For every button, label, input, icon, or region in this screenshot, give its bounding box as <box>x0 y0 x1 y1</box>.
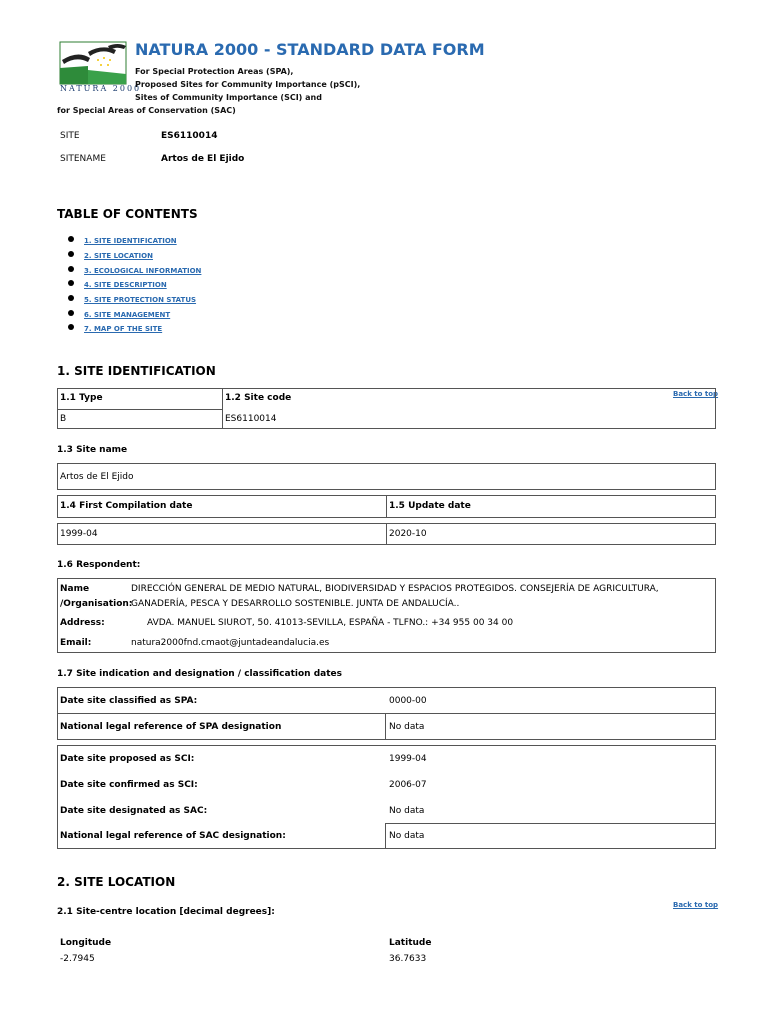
sac-legal-ref-label: National legal reference of SAC designation: <box>60 831 286 841</box>
divider <box>385 823 716 824</box>
subtitle-line-4: for Special Areas of Conservation (SAC) <box>57 106 236 115</box>
site-value: ES6110014 <box>161 131 218 141</box>
sac-legal-ref-value: No data <box>389 831 425 841</box>
bullet-icon <box>68 295 74 301</box>
longitude-label: Longitude <box>60 938 112 948</box>
bullet-icon <box>68 266 74 272</box>
organisation-value-line-1: DIRECCIÓN GENERAL DE MEDIO NATURAL, BIODIVERSIDAD Y ESPACIOS PROTEGIDOS. CONSEJERÍA DE AGRICULTURA, <box>131 584 659 594</box>
email-label: Email: <box>60 638 92 648</box>
site-label: SITE <box>60 131 80 141</box>
divider <box>57 713 716 714</box>
logo-caption: NATURA 2000 <box>60 84 142 93</box>
divider <box>57 409 223 410</box>
divider <box>386 523 387 545</box>
toc-item <box>68 249 201 264</box>
subtitle-line-2: Proposed Sites for Community Importance (pSCI), <box>135 80 361 89</box>
update-date-header: 1.5 Update date <box>389 501 471 511</box>
toc-item <box>68 322 201 337</box>
sci-confirmed-value: 2006-07 <box>389 780 427 790</box>
toc-link-site-description[interactable]: 4. SITE DESCRIPTION <box>84 281 167 290</box>
sitename-label: SITENAME <box>60 154 106 164</box>
latitude-value: 36.7633 <box>389 954 427 964</box>
designation-heading: 1.7 Site indication and designation / classification dates <box>57 669 342 679</box>
toc-item <box>68 278 201 293</box>
sac-designated-value: No data <box>389 806 425 816</box>
site-code-value: ES6110014 <box>225 414 277 424</box>
spa-legal-ref-value: No data <box>389 722 425 732</box>
toc-link-site-management[interactable]: 6. SITE MANAGEMENT <box>84 310 171 319</box>
bullet-icon <box>68 251 74 257</box>
type-value: B <box>60 414 67 424</box>
toc-link-site-protection-status[interactable]: 5. SITE PROTECTION STATUS <box>84 296 197 305</box>
email-value: natura2000fnd.cmaot@juntadeandalucia.es <box>131 638 330 648</box>
respondent-heading: 1.6 Respondent: <box>57 560 141 570</box>
spa-classified-value: 0000-00 <box>389 696 427 706</box>
divider <box>385 713 386 740</box>
site-name-box <box>57 463 716 490</box>
page-title: NATURA 2000 - STANDARD DATA FORM <box>135 40 485 59</box>
subtitle-line-1: For Special Protection Areas (SPA), <box>135 67 294 76</box>
type-header: 1.1 Type <box>60 393 103 403</box>
toc-item <box>68 293 201 308</box>
address-label: Address: <box>60 618 105 628</box>
sci-confirmed-label: Date site confirmed as SCI: <box>60 780 198 790</box>
toc-item <box>68 263 201 278</box>
toc-link-site-location[interactable]: 2. SITE LOCATION <box>84 252 153 261</box>
toc-item <box>68 307 201 322</box>
first-compilation-header: 1.4 First Compilation date <box>60 501 193 511</box>
latitude-label: Latitude <box>389 938 432 948</box>
sci-proposed-value: 1999-04 <box>389 754 427 764</box>
divider <box>385 823 386 849</box>
section-1-title: 1. SITE IDENTIFICATION <box>57 364 216 378</box>
longitude-value: -2.7945 <box>60 954 95 964</box>
site-code-header: 1.2 Site code <box>225 393 292 403</box>
back-to-top-link[interactable]: Back to top <box>673 390 719 398</box>
sci-proposed-label: Date site proposed as SCI: <box>60 754 195 764</box>
section-2-title: 2. SITE LOCATION <box>57 875 176 889</box>
toc-link-ecological-information[interactable]: 3. ECOLOGICAL INFORMATION <box>84 266 202 275</box>
toc-link-map-of-the-site[interactable]: 7. MAP OF THE SITE <box>84 325 163 334</box>
toc-link-site-identification[interactable]: 1. SITE IDENTIFICATION <box>84 237 177 246</box>
toc-item <box>68 234 201 249</box>
site-name-heading: 1.3 Site name <box>57 445 128 455</box>
subtitle-line-3: Sites of Community Importance (SCI) and <box>135 93 322 102</box>
organisation-label: /Organisation: <box>60 599 133 609</box>
site-name-value: Artos de El Ejido <box>60 472 134 482</box>
update-date-value: 2020-10 <box>389 529 427 539</box>
bullet-icon <box>68 324 74 330</box>
sac-designated-label: Date site designated as SAC: <box>60 806 208 816</box>
toc-list <box>68 234 201 337</box>
spa-legal-ref-label: National legal reference of SPA designation <box>60 722 282 732</box>
address-value: AVDA. MANUEL SIUROT, 50. 41013-SEVILLA, ESPAÑA - TLFNO.: +34 955 00 34 00 <box>147 618 514 628</box>
bullet-icon <box>68 236 74 242</box>
toc-title: TABLE OF CONTENTS <box>57 207 198 221</box>
organisation-value-line-2: GANADERÍA, PESCA Y DESARROLLO SOSTENIBLE. JUNTA DE ANDALUCÍA.. <box>131 599 460 609</box>
first-compilation-value: 1999-04 <box>60 529 98 539</box>
back-to-top-link[interactable]: Back to top <box>673 901 719 909</box>
sitename-value: Artos de El Ejido <box>161 154 245 164</box>
site-centre-heading: 2.1 Site-centre location [decimal degrees]: <box>57 907 275 917</box>
name-label: Name <box>60 584 90 594</box>
spa-classified-label: Date site classified as SPA: <box>60 696 198 706</box>
bullet-icon <box>68 310 74 316</box>
divider <box>386 495 387 518</box>
bullet-icon <box>68 280 74 286</box>
